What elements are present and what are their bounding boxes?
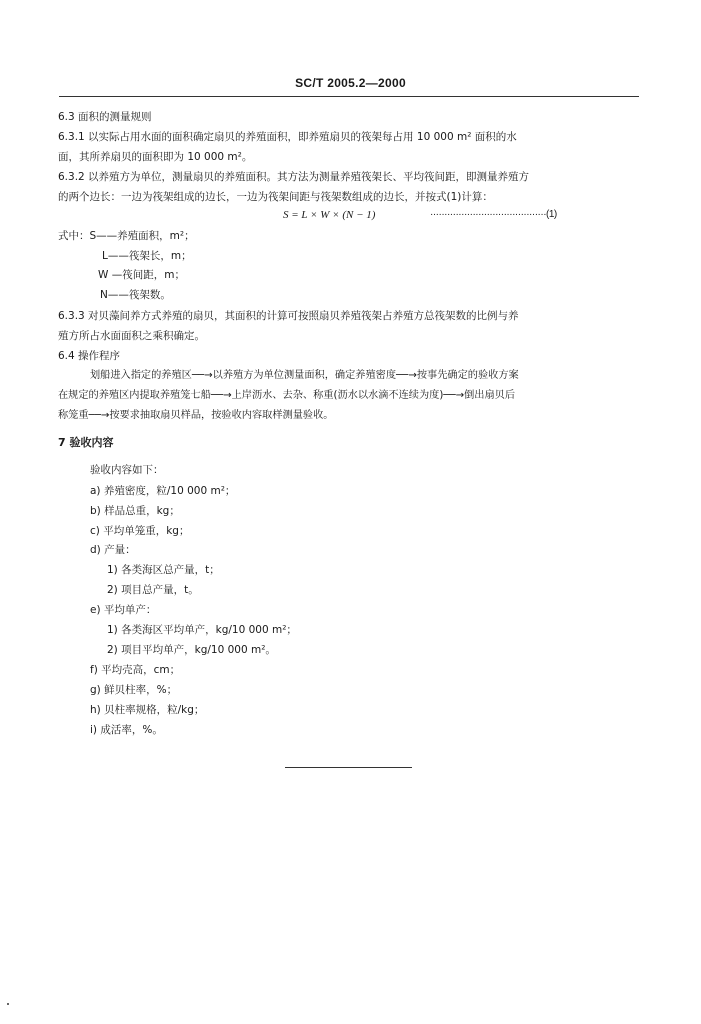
list-item-e: e) 平均单产： bbox=[90, 604, 157, 616]
section-7-intro: 验收内容如下： bbox=[90, 464, 164, 476]
para-6-3-1-line1: 6.3.1 以实际占用水面的面积确定扇贝的养殖面积，即养殖扇贝的筏架每占用 10 000 m² 面积的水 bbox=[58, 131, 517, 143]
where-l: L——筏架长，m； bbox=[102, 250, 192, 262]
para-6-3-3-line1: 6.3.3 对贝藻间养方式养殖的扇贝，其面积的计算可按照扇贝养殖筏架占养殖方总筏架数的比例与养 bbox=[58, 310, 519, 322]
para-6-3-1-line2: 面，其所养扇贝的面积即为 10 000 m²。 bbox=[58, 151, 253, 163]
para-6-4-line3: 称笼重──→按要求抽取扇贝样品，按验收内容取样测量验收。 bbox=[58, 410, 334, 421]
formula-area: S = L × W × (N − 1) bbox=[283, 209, 376, 221]
where-s: 式中：S——养殖面积，m²； bbox=[58, 230, 195, 242]
section-6-3-title: 6.3 面积的测量规则 bbox=[58, 111, 152, 123]
list-item-g: g) 鲜贝柱率，%； bbox=[90, 684, 178, 696]
list-item-a: a) 养殖密度，粒/10 000 m²； bbox=[90, 485, 236, 497]
list-subitem-d2: 2) 项目总产量，t。 bbox=[107, 584, 199, 596]
list-item-f: f) 平均壳高，cm； bbox=[90, 664, 181, 676]
para-6-3-3-line2: 殖方所占水面面积之乘积确定。 bbox=[58, 330, 205, 342]
standard-number-header: SC/T 2005.2—2000 bbox=[295, 76, 406, 90]
list-item-b: b) 样品总重，kg； bbox=[90, 505, 180, 517]
where-w: W —筏间距，m； bbox=[98, 269, 185, 281]
section-6-4-title: 6.4 操作程序 bbox=[58, 350, 121, 362]
where-n: N——筏架数。 bbox=[100, 289, 171, 301]
list-subitem-d1: 1) 各类海区总产量，t； bbox=[107, 564, 220, 576]
para-6-3-2-line1: 6.3.2 以养殖方为单位，测量扇贝的养殖面积。其方法为测量养殖筏架长、平均筏间距，即测量养殖方 bbox=[58, 171, 530, 183]
para-6-3-2-line2: 的两个边长：一边为筏架组成的边长，一边为筏架间距与筏架数组成的边长，并按式(1)计算： bbox=[58, 191, 493, 203]
list-subitem-e1: 1) 各类海区平均单产，kg/10 000 m²； bbox=[107, 624, 297, 636]
end-rule bbox=[285, 767, 412, 768]
list-item-h: h) 贝柱率规格，粒/kg； bbox=[90, 704, 205, 716]
para-6-4-line1: 划船进入指定的养殖区──→以养殖方为单位测量面积，确定养殖密度──→按事先确定的验收方案 bbox=[90, 370, 519, 381]
header-rule bbox=[59, 96, 639, 97]
para-6-4-line2: 在规定的养殖区内提取养殖笼七船──→上岸沥水、去杂、称重(沥水以水滴不连续为度)──→倒出扇贝后 bbox=[58, 390, 516, 401]
list-item-i: i) 成活率，%。 bbox=[90, 724, 163, 736]
section-7-title: 7 验收内容 bbox=[58, 436, 114, 449]
scan-speck bbox=[7, 1003, 9, 1005]
list-item-c: c) 平均单笼重，kg； bbox=[90, 525, 190, 537]
formula-number-leader: ·········································(1) bbox=[430, 209, 557, 220]
list-item-d: d) 产量： bbox=[90, 544, 136, 556]
list-subitem-e2: 2) 项目平均单产，kg/10 000 m²。 bbox=[107, 644, 276, 656]
